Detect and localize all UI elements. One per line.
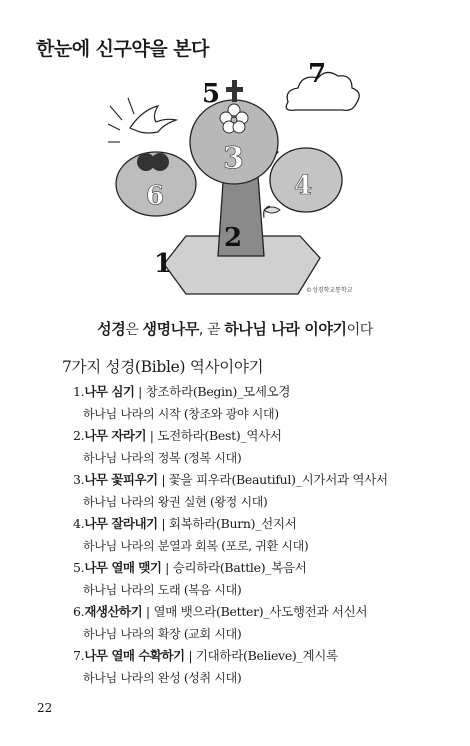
stage-number-2: 2 (224, 223, 243, 253)
stage-number: 1. (73, 384, 85, 399)
stage-name: 나무 꽃피우기 (84, 472, 158, 487)
stage-separator: | (134, 384, 146, 399)
stage-separator: | (184, 648, 196, 663)
stage-description: 열매 뱃으라(Better)_사도행전과 서신서 (153, 604, 368, 619)
stage-number: 5. (73, 560, 85, 575)
stage-description: 창조하라(Begin)_모세오경 (145, 384, 291, 399)
stage-number-7: 7 (308, 59, 327, 89)
tagline-text-1: 은 (125, 322, 143, 338)
stage-item-6 (73, 601, 453, 645)
stage-description: 꽃을 피우라(Beautiful)_시가서과 역사서 (168, 472, 388, 487)
stage-name: 나무 열매 맺기 (84, 560, 162, 575)
stage-summary: 하나님 나라의 정복 (정복 시대) (83, 451, 242, 465)
figure-copyright: ©성경학교통학교 (306, 287, 353, 294)
stage-item-1 (73, 381, 453, 425)
stage-summary: 하나님 나라의 분열과 회복 (포로, 귀환 시대) (83, 539, 309, 553)
stage-summary: 하나님 나라의 완성 (성취 시대) (83, 671, 242, 685)
stage-summary: 하나님 나라의 도래 (복음 시대) (83, 583, 242, 597)
tagline-text-3: 이다 (346, 322, 373, 338)
stage-item-2 (73, 425, 453, 469)
stage-description: 회복하라(Burn)_선지서 (168, 516, 297, 531)
stage-number: 4. (73, 516, 85, 531)
cross-icon (226, 80, 243, 102)
stage-name: 재생산하기 (84, 604, 143, 619)
fruit-icon (151, 153, 169, 171)
tagline-bold-3: 하나님 나라 이야기 (224, 320, 347, 338)
tagline-bold-2: 생명나무 (142, 320, 199, 338)
leaf-icon (264, 206, 280, 218)
stage-item-4 (73, 513, 453, 557)
stage-separator: | (157, 472, 169, 487)
stage-separator: | (142, 604, 154, 619)
stage-number-1: 1 (154, 249, 173, 279)
stage-number: 3. (73, 472, 85, 487)
stage-item-3 (73, 469, 453, 513)
section-heading: 7가지 성경(Bible) 역사이야기 (62, 358, 264, 376)
stage-separator: | (146, 428, 158, 443)
stage-description: 승리하라(Battle)_복음서 (172, 560, 307, 575)
stage-name: 나무 자라기 (84, 428, 147, 443)
tagline (0, 318, 470, 339)
stage-number-3: 3 (223, 141, 244, 176)
stage-item-5 (73, 557, 453, 601)
stage-number-4: 4 (294, 171, 313, 201)
stage-item-7 (73, 645, 453, 689)
stage-number: 7. (73, 648, 85, 663)
tagline-text-2: , 곧 (198, 322, 225, 338)
stage-number-6: 6 (146, 181, 165, 211)
page-number: 22 (37, 701, 53, 715)
stage-description: 도전하라(Best)_역사서 (157, 428, 282, 443)
stage-name: 나무 열매 수확하기 (84, 648, 185, 663)
stage-number: 6. (73, 604, 85, 619)
sun-rays-icon (108, 98, 134, 142)
stage-separator: | (157, 516, 169, 531)
dove-icon (130, 106, 176, 133)
stage-summary: 하나님 나라의 시작 (창조와 광야 시대) (83, 407, 279, 421)
tree-illustration (108, 58, 370, 308)
stage-description: 기대하라(Believe)_계시록 (195, 648, 338, 663)
stage-separator: | (161, 560, 173, 575)
stage-list (73, 381, 453, 689)
stage-summary: 하나님 나라의 왕권 실현 (왕정 시대) (83, 495, 268, 509)
stage-name: 나무 심기 (84, 384, 135, 399)
stage-number: 2. (73, 428, 85, 443)
page-title: 한눈에 신구약을 본다 (36, 38, 209, 60)
stage-name: 나무 잘라내기 (84, 516, 158, 531)
tagline-bold-1: 성경 (97, 320, 126, 338)
stage-number-5: 5 (202, 79, 221, 109)
stage-summary: 하나님 나라의 확장 (교회 시대) (83, 627, 242, 641)
